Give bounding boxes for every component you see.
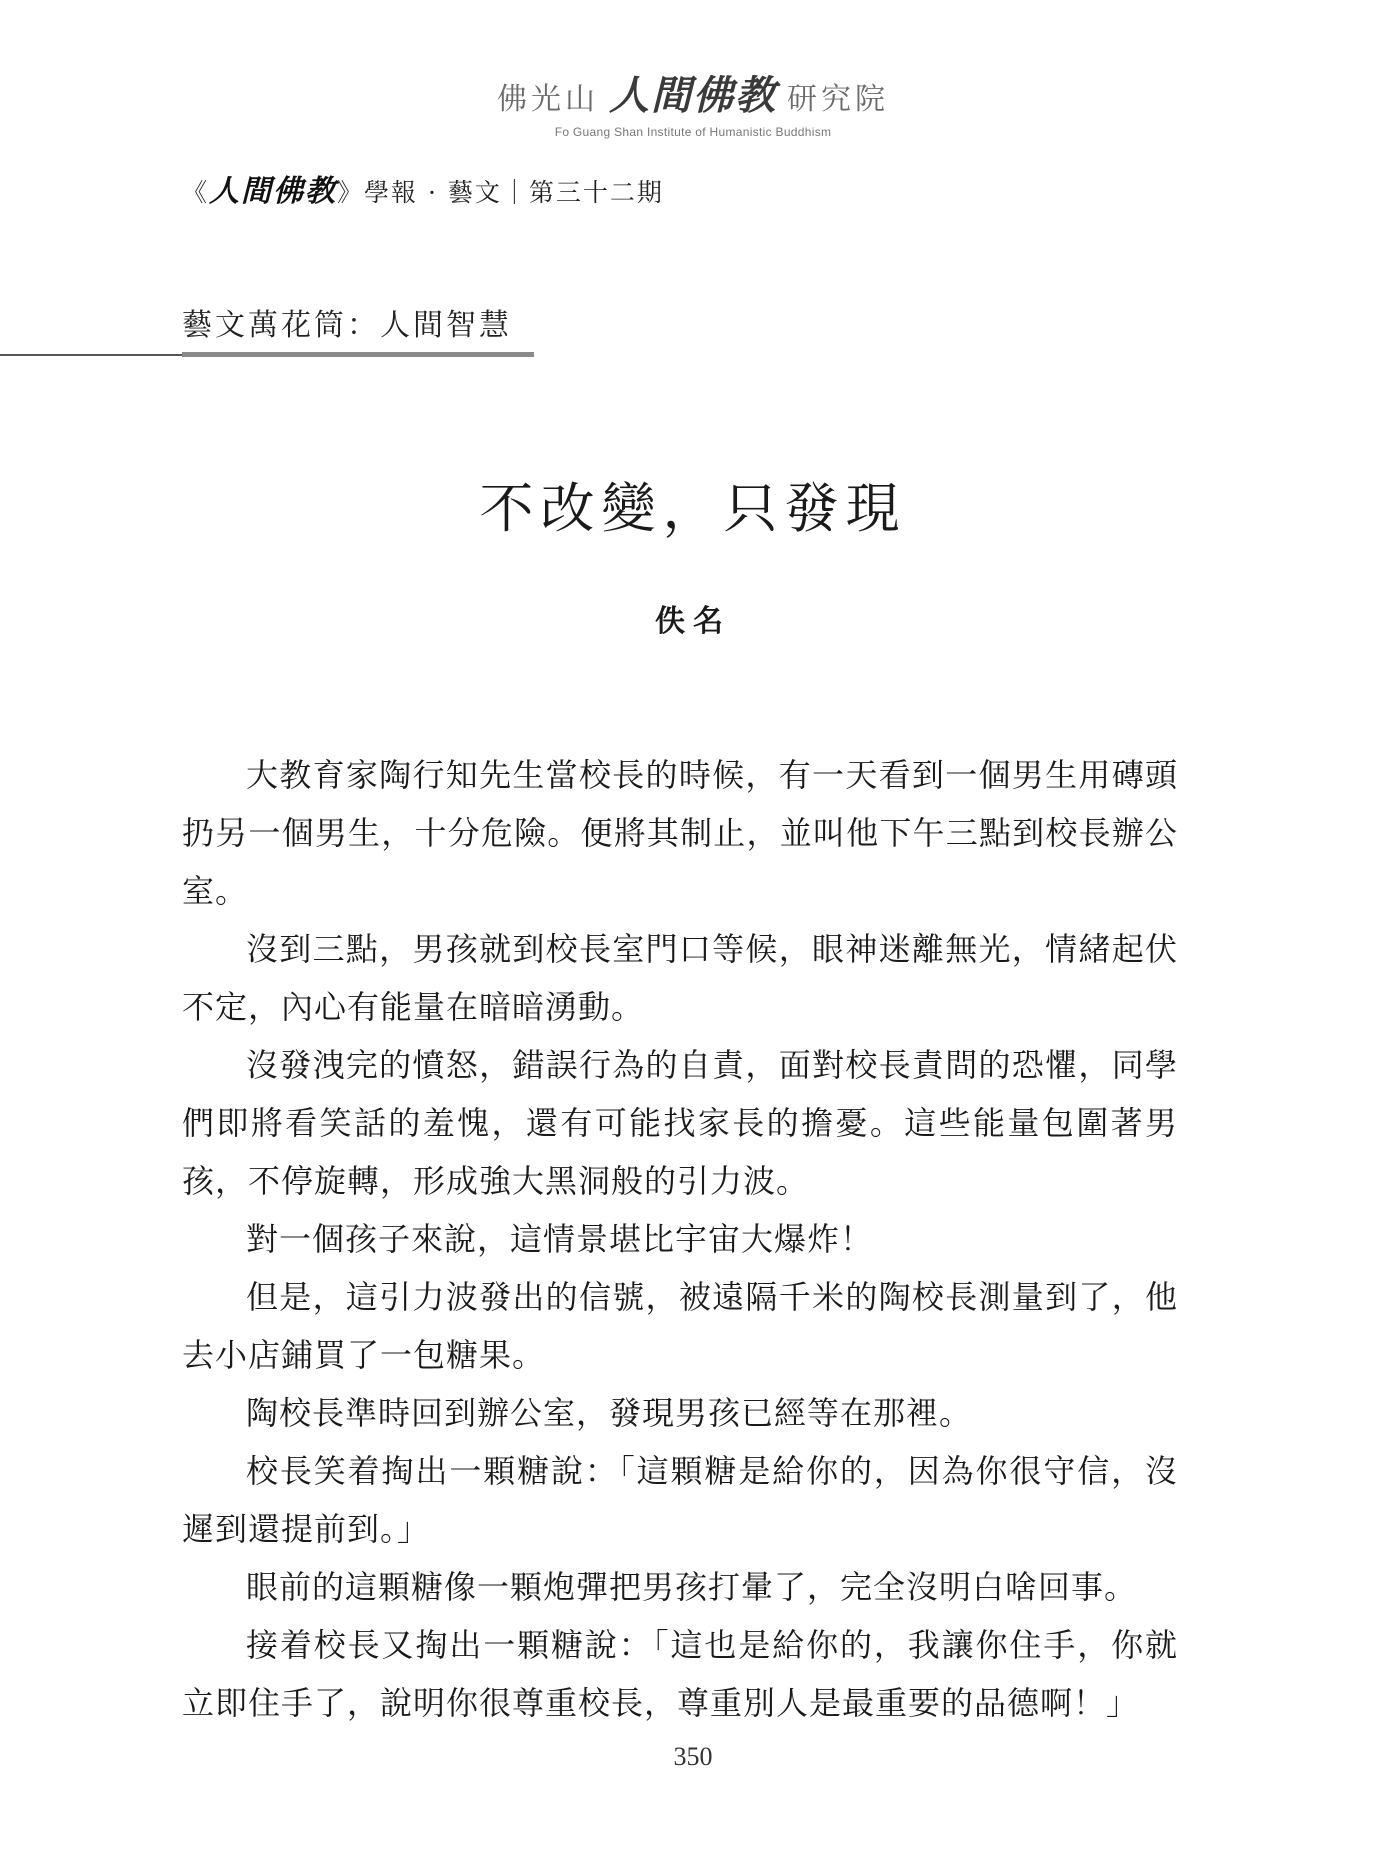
article-title: 不改變，只發現 <box>479 477 907 540</box>
journal-running-head <box>182 166 664 210</box>
paragraph: 大教育家陶行知先生當校長的時候，有一天看到一個男生用磚頭扔另一個男生，十分危險。便將其制止，並叫他下午三點到校長辦公室。 <box>182 756 1178 910</box>
section-label: 藝文萬花筒：人間智慧 <box>182 308 512 343</box>
paragraph: 陶校長準時回到辦公室，發現男孩已經等在那裡。 <box>246 1394 973 1432</box>
institute-logo: 人間佛教 <box>609 72 777 119</box>
institute-english-name: Fo Guang Shan Institute of Humanistic Buddhism <box>554 125 832 139</box>
institute-prefix: 佛光山 <box>497 82 599 117</box>
paragraph: 眼前的這顆糖像一顆炮彈把男孩打暈了，完全沒明白啥回事。 <box>246 1568 1138 1606</box>
institute-suffix: 研究院 <box>787 82 889 117</box>
paragraph: 校長笑着掏出一顆糖說：「這顆糖是給你的，因為你很守信，沒遲到還提前到。」 <box>182 1452 1178 1548</box>
paragraph: 沒發洩完的憤怒，錯誤行為的自責，面對校長責問的恐懼，同學們即將看笑話的羞愧，還有可能找家長的擔憂。這些能量包圍著男孩，不停旋轉，形成強大黑洞般的引力波。 <box>182 1046 1178 1200</box>
paragraph: 接着校長又掏出一顆糖說：「這也是給你的，我讓你住手，你就立即住手了，說明你很尊重校長，尊重別人是最重要的品德啊！」 <box>182 1626 1178 1722</box>
page-number: 350 <box>673 1742 713 1771</box>
paragraph: 沒到三點，男孩就到校長室門口等候，眼神迷離無光，情緒起伏不定，內心有能量在暗暗湧動。 <box>182 930 1178 1026</box>
article-author: 佚名 <box>655 604 731 639</box>
institute-header <box>0 64 1386 139</box>
article-body <box>182 746 1178 1732</box>
journal-logo: 人間佛教 <box>209 174 338 209</box>
journal-issue-text: 》學報 · 藝文｜第三十二期 <box>337 178 664 207</box>
paragraph: 但是，這引力波發出的信號，被遠隔千米的陶校長測量到了，他去小店鋪買了一包糖果。 <box>182 1278 1178 1374</box>
paragraph: 對一個孩子來說，這情景堪比宇宙大爆炸！ <box>246 1220 874 1258</box>
section-underline <box>182 352 534 357</box>
institute-name <box>497 64 889 121</box>
journal-open-bracket: 《 <box>182 178 210 207</box>
